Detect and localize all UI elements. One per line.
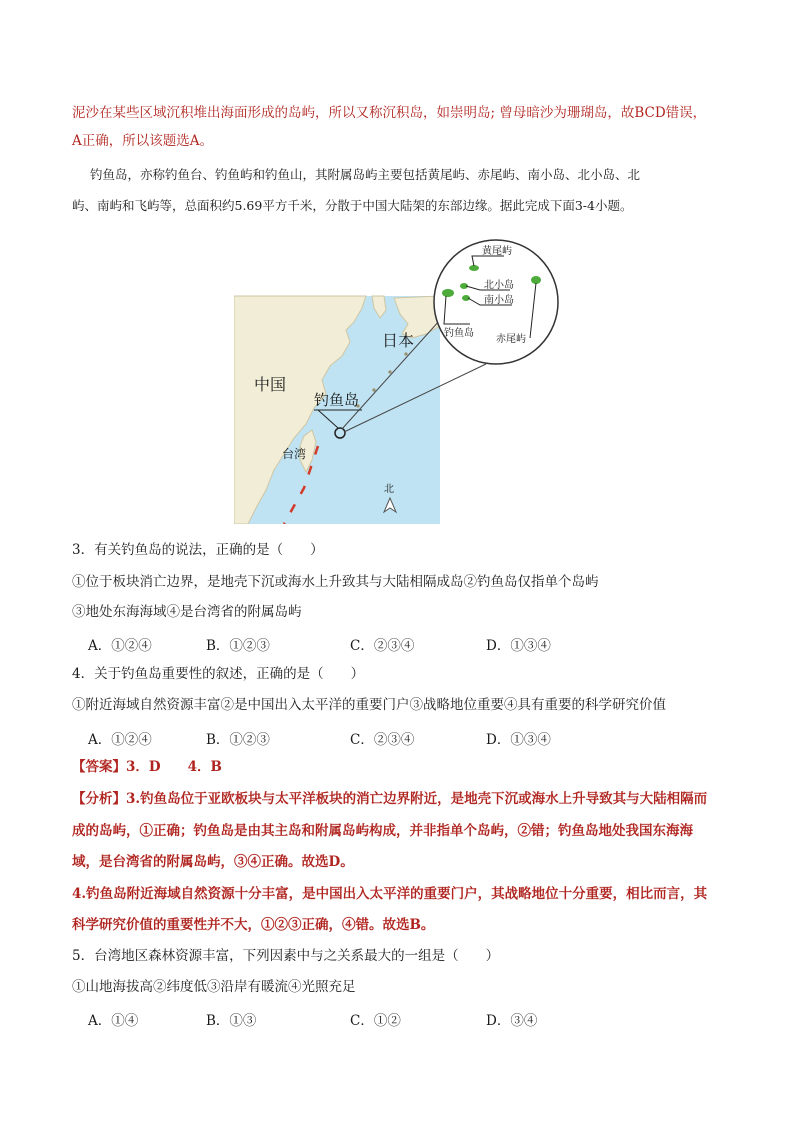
q3-option-b[interactable]: B．①②③: [206, 638, 270, 654]
map-svg: [234, 238, 564, 524]
q3-items-line-1: ①位于板块消亡边界，是地壳下沉或海水上升致其与大陆相隔成岛②钓鱼岛仅指单个岛屿: [72, 574, 599, 590]
diaoyu-map-figure: [234, 238, 564, 524]
answer-label: 【答案】: [72, 759, 126, 775]
chiwei-island: [531, 276, 541, 284]
q5-option-b[interactable]: B．①③: [206, 1013, 257, 1029]
label-north: 北: [384, 484, 394, 495]
q5-option-d[interactable]: D．③④: [486, 1013, 538, 1029]
q5-items-line-1: ①山地海拔高②纬度低③沿岸有暖流④光照充足: [72, 979, 356, 995]
q4-option-c[interactable]: C．②③④: [350, 732, 415, 748]
prev-analysis-line-2: A正确，所以该题选A。: [72, 133, 213, 149]
analysis-line-1: [72, 790, 707, 808]
ryukyu-island: [404, 352, 407, 355]
label-huangwei: 黄尾屿: [482, 246, 512, 257]
q3-stem: 3．有关钓鱼岛的说法，正确的是（ ）: [72, 542, 324, 558]
q3-option-a[interactable]: A．①②④: [88, 638, 152, 654]
ryukyu-island: [372, 388, 375, 391]
q4-option-d[interactable]: D．①③④: [486, 732, 551, 748]
q5-option-c[interactable]: C．①②: [350, 1013, 401, 1029]
label-beixiao: 北小岛: [484, 280, 514, 291]
label-china: 中国: [254, 375, 287, 394]
analysis-p1-l1: 3.钓鱼岛位于亚欧板块与太平洋板块的消亡边界附近，是地壳下沉或海水上升导致其与大陆相隔而: [126, 791, 708, 807]
intro-line-1: 钓鱼岛，亦称钓鱼台、钓鱼屿和钓鱼山，其附属岛屿主要包括黄尾屿、赤尾屿、南小岛、北小岛、北: [90, 167, 641, 182]
label-chiwei: 赤尾屿: [496, 334, 526, 345]
label-diaoyu-inset: 钓鱼岛: [444, 328, 474, 339]
answer-text: 3．D 4．B: [126, 759, 222, 775]
q5-stem: 5．台湾地区森林资源丰富，下列因素中与之关系最大的一组是（ ）: [72, 948, 500, 964]
q3-items-line-2: ③地处东海海域④是台湾省的附属岛屿: [72, 604, 302, 620]
q5-option-a[interactable]: A．①④: [88, 1013, 139, 1029]
q3-option-d[interactable]: D．①③④: [486, 638, 551, 654]
answer-line: [72, 758, 222, 776]
analysis-p1-l3: 域，是台湾省的附属岛屿，③④正确。故选D。: [72, 854, 354, 870]
analysis-label: 【分析】: [72, 791, 126, 807]
label-taiwan: 台湾: [282, 447, 307, 461]
analysis-p1-l2: 成的岛屿，①正确；钓鱼岛是由其主岛和附属岛屿构成，并非指单个岛屿，②错；钓鱼岛地处我国东海海: [72, 823, 693, 839]
analysis-p2-l1: 4.钓鱼岛附近海域自然资源十分丰富，是中国出入太平洋的重要门户，其战略地位十分重要，相比而言，其: [72, 886, 708, 902]
ryukyu-island: [388, 370, 391, 373]
q4-stem: 4．关于钓鱼岛重要性的叙述，正确的是（ ）: [72, 666, 365, 682]
q3-option-c[interactable]: C．②③④: [350, 638, 415, 654]
q4-option-b[interactable]: B．①②③: [206, 732, 270, 748]
q4-items-line-1: ①附近海域自然资源丰富②是中国出入太平洋的重要门户③战略地位重要④具有重要的科学研究价值: [72, 697, 666, 713]
label-nanxiao: 南小岛: [484, 295, 514, 306]
diaoyu-main-island: [442, 289, 454, 297]
intro-line-2: 屿、南屿和飞屿等，总面积约5.69平方千米，分散于中国大陆架的东部边缘。据此完成下面3-4小题。: [72, 198, 633, 213]
label-japan: 日本: [382, 331, 415, 350]
label-diaoyu: 钓鱼岛: [314, 391, 360, 409]
q4-option-a[interactable]: A．①②④: [88, 732, 152, 748]
prev-analysis-line-1: 泥沙在某些区域沉积堆出海面形成的岛屿，所以又称沉积岛，如崇明岛; 曾母暗沙为珊瑚岛，故BCD错误，: [72, 105, 707, 121]
analysis-p2-l2: 科学研究价值的重要性并不大，①②③正确，④错。故选B。: [72, 917, 435, 933]
